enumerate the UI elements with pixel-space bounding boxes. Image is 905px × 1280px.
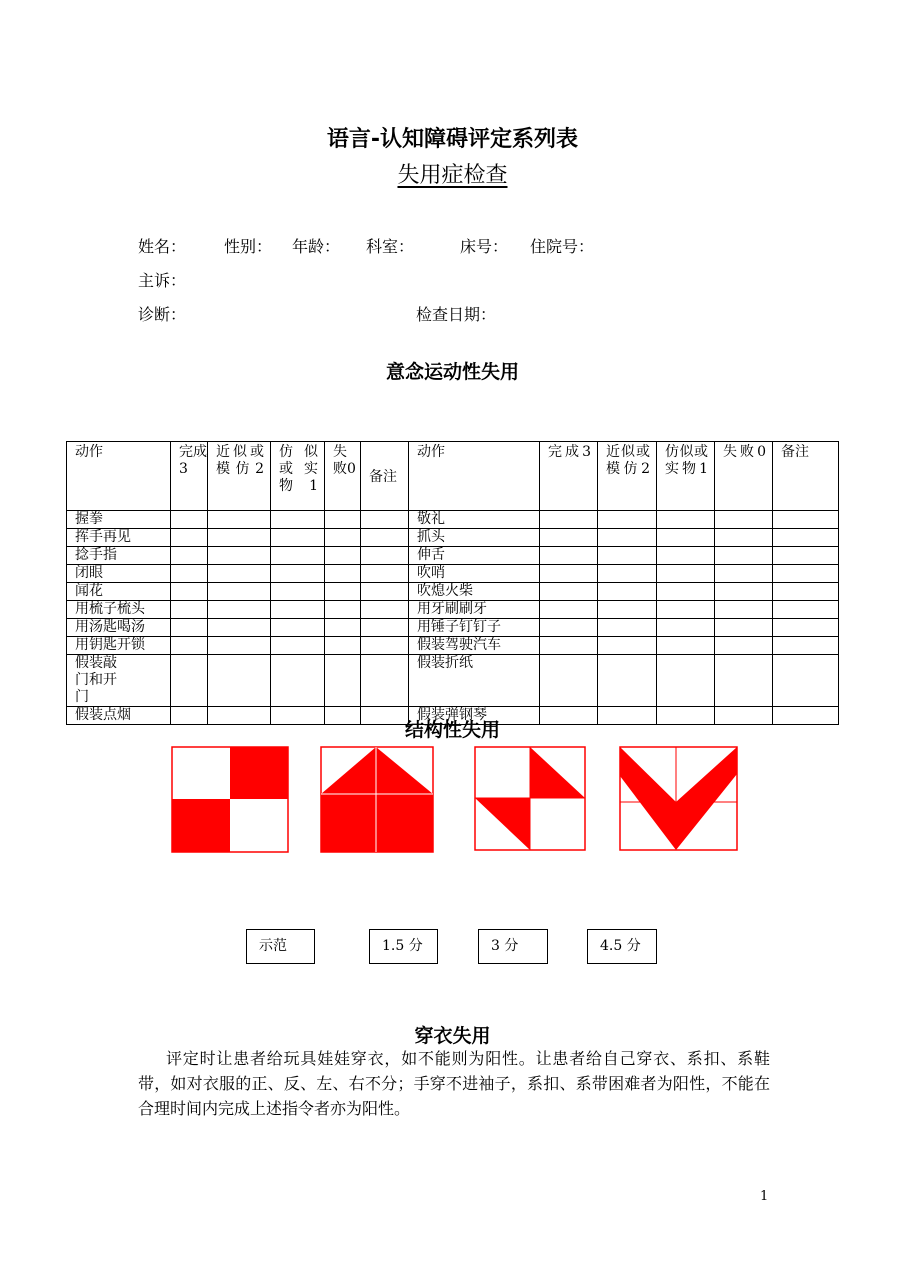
score-cell[interactable]: [271, 565, 325, 583]
sex-label: 性别：: [224, 237, 273, 256]
score-cell[interactable]: [271, 583, 325, 601]
dressing-description: 评定时让患者给玩具娃娃穿衣，如不能则为阳性。让患者给自己穿衣、系扣、系鞋带，如对衣服的正、反、左、右不分；手穿不进袖子，系扣、系带困难者为阳性，不能在合理时间内完成上述指令者亦为阳性。: [138, 1049, 770, 1118]
score-cell[interactable]: [773, 583, 839, 601]
action-left-cell: 用汤匙喝汤: [67, 619, 171, 637]
score-cell[interactable]: [598, 511, 657, 529]
score-cell[interactable]: [715, 619, 773, 637]
score-cell[interactable]: [325, 601, 361, 619]
score-cell[interactable]: [540, 601, 598, 619]
score-4-5-box: 4.5 分: [587, 929, 657, 964]
score-cell[interactable]: [361, 583, 409, 601]
score-cell[interactable]: [208, 655, 271, 707]
ideomotor-table: [66, 441, 839, 725]
score-cell[interactable]: [361, 619, 409, 637]
score-cell[interactable]: [598, 601, 657, 619]
score-cell[interactable]: [657, 601, 715, 619]
score-cell[interactable]: [540, 511, 598, 529]
score-cell[interactable]: [361, 637, 409, 655]
page-number: 1: [760, 1189, 769, 1204]
score-cell[interactable]: [715, 547, 773, 565]
score-cell[interactable]: [325, 619, 361, 637]
action-right-cell: 用牙刷刷牙: [409, 601, 540, 619]
name-label: 姓名：: [138, 237, 187, 256]
table-header-row: [67, 442, 839, 511]
score-cell[interactable]: [325, 565, 361, 583]
column-header: 动作: [67, 442, 171, 511]
score-cell[interactable]: [715, 655, 773, 707]
score-cell[interactable]: [657, 655, 715, 707]
column-header: 仿似或实物1: [657, 442, 715, 511]
score-cell[interactable]: [171, 529, 208, 547]
table-row: [67, 529, 839, 547]
score-cell[interactable]: [773, 529, 839, 547]
score-cell[interactable]: [773, 547, 839, 565]
table-row: [67, 655, 839, 707]
score-cell[interactable]: [208, 511, 271, 529]
action-right-cell: 抓头: [409, 529, 540, 547]
column-header: 近似或模仿2: [208, 442, 271, 511]
exam-date-label: 检查日期：: [416, 305, 497, 324]
inpatient-no-label: 住院号：: [530, 237, 595, 256]
score-cell[interactable]: [540, 583, 598, 601]
score-cell[interactable]: [598, 583, 657, 601]
column-header: 完成3: [540, 442, 598, 511]
constructional-heading: 结构性失用: [404, 719, 500, 741]
score-cell[interactable]: [171, 655, 208, 707]
score-cell[interactable]: [325, 511, 361, 529]
score-cell[interactable]: [540, 547, 598, 565]
checkerboard-pattern-icon: [171, 746, 289, 853]
score-cell[interactable]: [271, 547, 325, 565]
score-cell[interactable]: [171, 637, 208, 655]
column-header: 仿似或实物1: [271, 442, 325, 511]
score-cell[interactable]: [773, 565, 839, 583]
table-row: [67, 565, 839, 583]
score-cell[interactable]: [271, 601, 325, 619]
score-cell[interactable]: [657, 619, 715, 637]
dressing-heading: 穿衣失用: [414, 1025, 491, 1047]
action-right-cell: 用锤子钉钉子: [409, 619, 540, 637]
score-cell[interactable]: [715, 565, 773, 583]
score-cell[interactable]: [598, 655, 657, 707]
score-cell[interactable]: [361, 565, 409, 583]
score-cell[interactable]: [715, 601, 773, 619]
score-cell[interactable]: [208, 637, 271, 655]
score-cell[interactable]: [361, 529, 409, 547]
page-subtitle: [0, 158, 905, 189]
action-left-cell: 捻手指: [67, 547, 171, 565]
triangle-pattern-icon: [474, 746, 586, 851]
score-cell[interactable]: [598, 547, 657, 565]
score-cell[interactable]: [171, 547, 208, 565]
score-cell[interactable]: [657, 547, 715, 565]
score-cell[interactable]: [325, 655, 361, 707]
score-cell[interactable]: [171, 511, 208, 529]
score-cell[interactable]: [271, 619, 325, 637]
house-pattern-icon: [320, 746, 434, 853]
score-cell[interactable]: [325, 547, 361, 565]
score-demo-box: 示范: [246, 929, 315, 964]
score-cell[interactable]: [361, 511, 409, 529]
column-header: 完成3: [171, 442, 208, 511]
score-cell[interactable]: [208, 619, 271, 637]
column-header: 备注: [773, 442, 839, 511]
score-cell[interactable]: [657, 637, 715, 655]
diagnosis-label: 诊断：: [138, 305, 187, 324]
score-cell[interactable]: [773, 619, 839, 637]
score-cell[interactable]: [540, 529, 598, 547]
action-left-cell: 握拳: [67, 511, 171, 529]
score-cell[interactable]: [773, 655, 839, 707]
action-left-cell: 用梳子梳头: [67, 601, 171, 619]
table-row: [67, 583, 839, 601]
score-cell[interactable]: [325, 637, 361, 655]
action-right-cell: 伸舌: [409, 547, 540, 565]
action-right-cell: 假装折纸: [409, 655, 540, 707]
column-header: 失败0: [715, 442, 773, 511]
score-cell[interactable]: [657, 583, 715, 601]
score-cell[interactable]: [171, 565, 208, 583]
score-cell[interactable]: [598, 619, 657, 637]
column-header: 备注: [361, 442, 409, 511]
score-cell[interactable]: [361, 547, 409, 565]
action-left-cell: 挥手再见: [67, 529, 171, 547]
column-header: 失败0: [325, 442, 361, 511]
score-cell[interactable]: [171, 601, 208, 619]
action-left-cell: 假装点烟: [67, 707, 171, 725]
score-cell[interactable]: [773, 511, 839, 529]
score-cell[interactable]: [773, 601, 839, 619]
score-cell[interactable]: [657, 529, 715, 547]
score-cell[interactable]: [598, 637, 657, 655]
score-cell[interactable]: [540, 655, 598, 707]
score-cell[interactable]: [598, 565, 657, 583]
score-cell[interactable]: [271, 655, 325, 707]
bed-label: 床号：: [460, 237, 509, 256]
action-right-cell: 假装弹钢琴: [409, 707, 540, 725]
v-pattern-icon: [619, 746, 738, 851]
score-cell[interactable]: [715, 637, 773, 655]
table-row: [67, 619, 839, 637]
complaint-label: 主诉：: [138, 271, 187, 290]
score-cell[interactable]: [598, 529, 657, 547]
score-cell[interactable]: [208, 565, 271, 583]
score-cell[interactable]: [540, 637, 598, 655]
score-cell[interactable]: [715, 583, 773, 601]
table-row: [67, 601, 839, 619]
score-cell[interactable]: [540, 565, 598, 583]
score-cell[interactable]: [208, 583, 271, 601]
action-right-cell: 敬礼: [409, 511, 540, 529]
action-left-cell: 假装敲门和开门: [67, 655, 171, 707]
age-label: 年龄：: [292, 237, 341, 256]
score-cell[interactable]: [271, 529, 325, 547]
page-title: 语言-认知障碍评定系列表: [326, 127, 579, 152]
ideomotor-heading: 意念运动性失用: [385, 361, 519, 383]
score-cell[interactable]: [773, 637, 839, 655]
score-cell[interactable]: [540, 619, 598, 637]
score-cell[interactable]: [271, 637, 325, 655]
score-1-5-box: 1.5 分: [369, 929, 438, 964]
score-cell[interactable]: [715, 529, 773, 547]
column-header: 近似或模仿2: [598, 442, 657, 511]
score-cell[interactable]: [208, 547, 271, 565]
action-left-cell: 用钥匙开锁: [67, 637, 171, 655]
score-cell[interactable]: [171, 583, 208, 601]
action-left-cell: 闻花: [67, 583, 171, 601]
score-cell[interactable]: [208, 601, 271, 619]
action-left-cell: 闭眼: [67, 565, 171, 583]
table-row: [67, 511, 839, 529]
score-cell[interactable]: [715, 511, 773, 529]
table-row: [67, 547, 839, 565]
score-cell[interactable]: [657, 565, 715, 583]
column-header: 动作: [409, 442, 540, 511]
action-right-cell: 吹哨: [409, 565, 540, 583]
score-cell[interactable]: [325, 529, 361, 547]
score-cell[interactable]: [657, 511, 715, 529]
score-cell[interactable]: [325, 583, 361, 601]
score-cell[interactable]: [171, 619, 208, 637]
score-cell[interactable]: [361, 655, 409, 707]
score-3-box: 3 分: [478, 929, 548, 964]
table-row: [67, 637, 839, 655]
subtitle-text: 失用症检查: [397, 163, 508, 188]
dept-label: 科室：: [366, 237, 415, 256]
score-cell[interactable]: [361, 601, 409, 619]
score-cell[interactable]: [271, 511, 325, 529]
action-right-cell: 假装驾驶汽车: [409, 637, 540, 655]
score-cell[interactable]: [208, 529, 271, 547]
action-right-cell: 吹熄火柴: [409, 583, 540, 601]
